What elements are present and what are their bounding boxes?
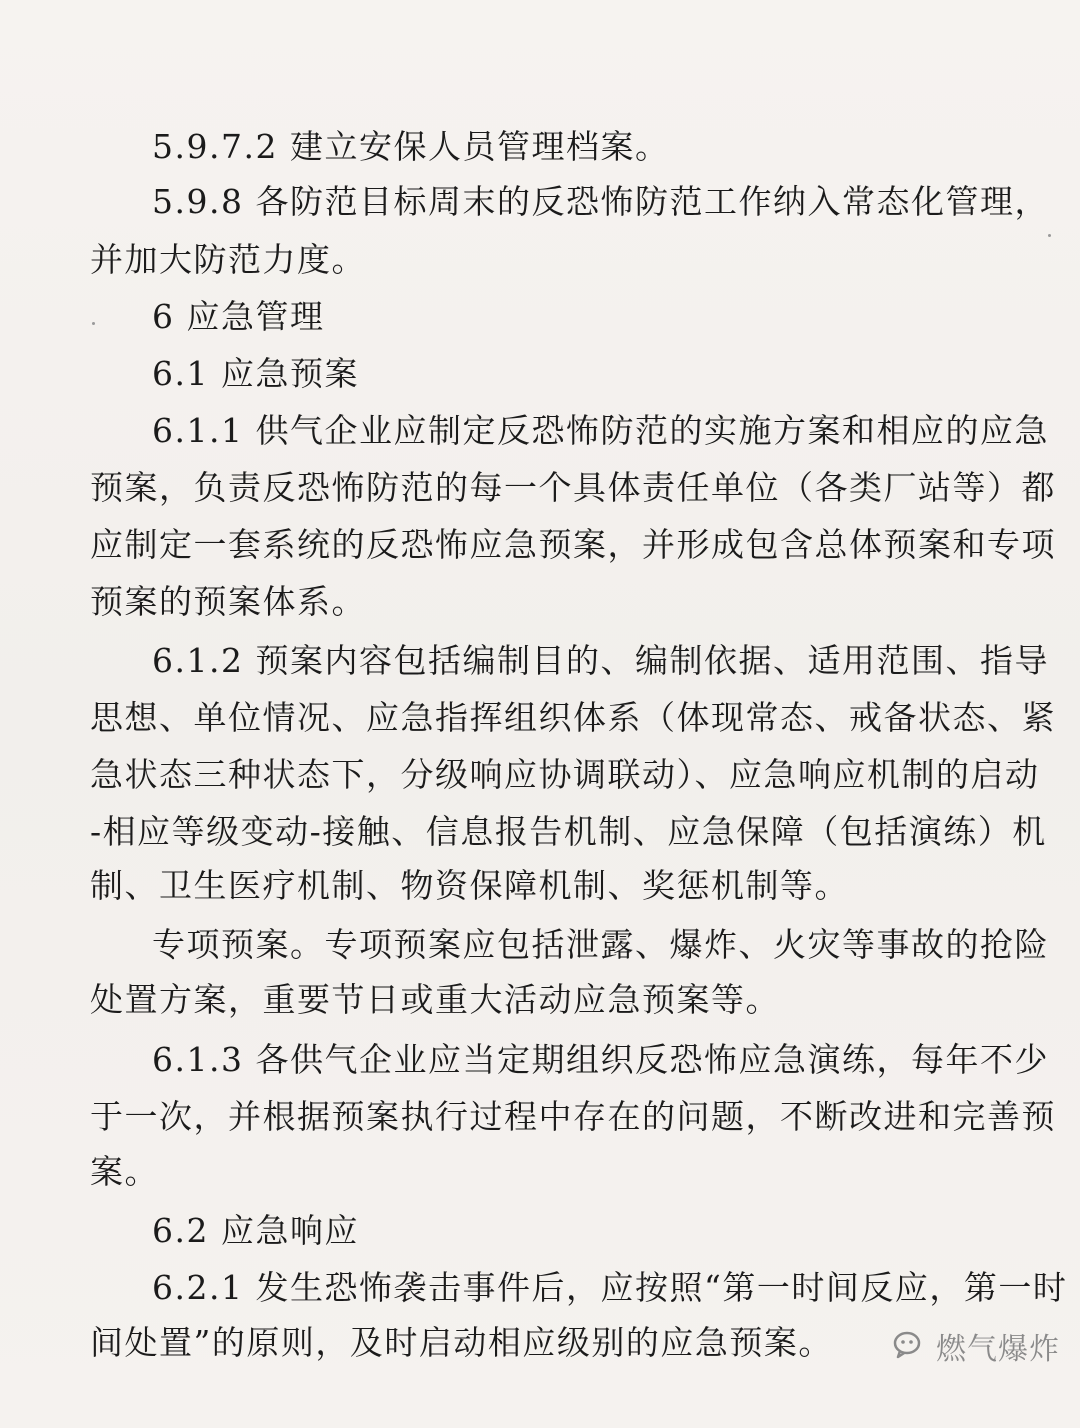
text-line: 预案，负责反恐怖防范的每一个具体责任单位（各类厂站等）都 <box>90 468 1056 507</box>
text-line: 6.1.1 供气企业应制定反恐怖防范的实施方案和相应的应急 <box>152 411 1049 450</box>
text-line: 于一次，并根据预案执行过程中存在的问题，不断改进和完善预 <box>90 1097 1056 1136</box>
text-line: 并加大防范力度。 <box>90 240 366 279</box>
wechat-icon <box>892 1328 928 1364</box>
text-line: 5.9.7.2 建立安保人员管理档案。 <box>152 127 670 166</box>
text-line: 急状态三种状态下，分级响应协调联动）、应急响应机制的启动 <box>90 755 1040 794</box>
section-heading: 6.2 应急响应 <box>152 1211 359 1250</box>
text-line: 案。 <box>90 1152 159 1191</box>
text-line: 6.1.2 预案内容包括编制目的、编制依据、适用范围、指导 <box>152 641 1049 680</box>
watermark <box>892 1322 1062 1370</box>
text-line: 制、卫生医疗机制、物资保障机制、奖惩机制等。 <box>90 866 849 905</box>
text-line: 处置方案，重要节日或重大活动应急预案等。 <box>90 980 780 1019</box>
section-heading: 6 应急管理 <box>152 297 325 336</box>
text-line: -相应等级变动-接触、信息报告机制、应急保障（包括演练）机 <box>90 812 1047 851</box>
watermark-text: 燃气爆炸 <box>936 1332 1060 1367</box>
text-line: 间处置”的原则，及时启动相应级别的应急预案。 <box>90 1323 833 1362</box>
scan-speck <box>1048 234 1051 237</box>
text-line: 6.2.1 发生恐怖袭击事件后，应按照“第一时间反应，第一时 <box>152 1268 1068 1307</box>
text-line: 专项预案。专项预案应包括泄露、爆炸、火灾等事故的抢险 <box>152 925 1049 964</box>
text-line: 5.9.8 各防范目标周末的反恐怖防范工作纳入常态化管理， <box>152 182 1049 221</box>
text-line: 应制定一套系统的反恐怖应急预案，并形成包含总体预案和专项 <box>90 525 1056 564</box>
text-line: 思想、单位情况、应急指挥组织体系（体现常态、戒备状态、紧 <box>90 698 1056 737</box>
scan-speck <box>92 322 95 325</box>
text-line: 6.1.3 各供气企业应当定期组织反恐怖应急演练，每年不少 <box>152 1040 1049 1079</box>
text-line: 预案的预案体系。 <box>90 582 366 621</box>
section-heading: 6.1 应急预案 <box>152 354 359 393</box>
